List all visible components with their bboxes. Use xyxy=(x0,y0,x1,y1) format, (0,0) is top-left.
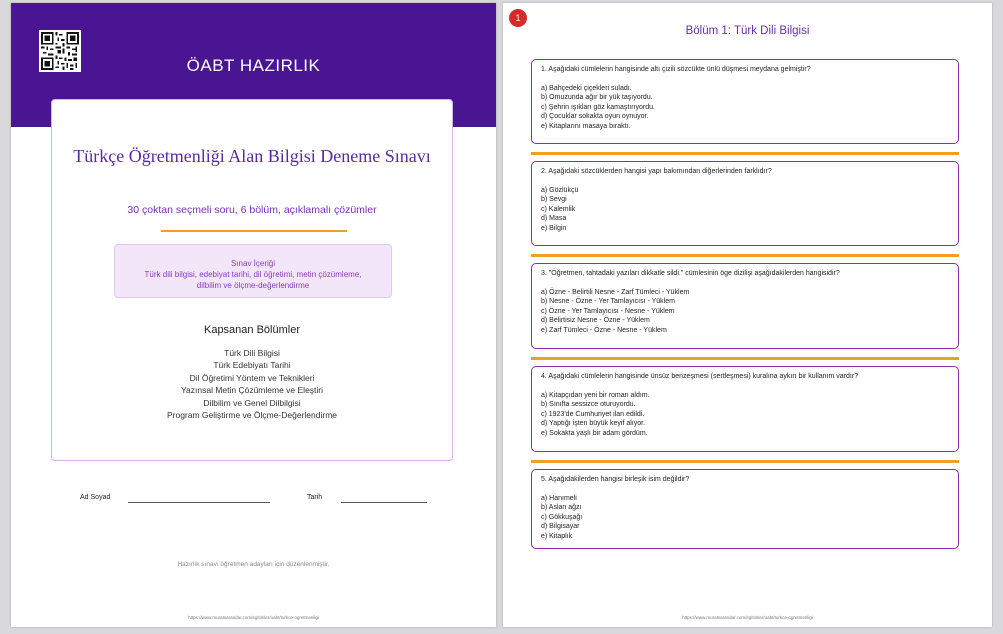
question-divider xyxy=(531,460,959,463)
answer-option[interactable]: d) Çocuklar sokakta oyun oynuyor. xyxy=(541,113,649,121)
question-card xyxy=(531,469,959,549)
question-divider xyxy=(531,254,959,257)
date-label: Tarih xyxy=(307,494,323,501)
answer-option[interactable]: e) Kitaplık xyxy=(541,532,573,540)
answer-option[interactable]: c) Kalemlik xyxy=(541,205,576,213)
answer-option[interactable]: d) Bilgisayar xyxy=(541,523,580,531)
answer-option[interactable]: d) Masa xyxy=(541,215,567,223)
answer-option[interactable]: b) Sınıfta sessizce oturuyordu. xyxy=(541,401,636,409)
section-item: Dilbilim ve Genel Dilbilgisi xyxy=(203,397,301,408)
answer-option[interactable]: c) Gökkuşağı xyxy=(541,513,583,521)
cover-footnote: Hazırlık sınavı öğretmen adayları için düzenlenmiştir. xyxy=(177,561,330,568)
question-text: 5. Aşağıdakilerden hangisi birleşik isim değildir? xyxy=(541,476,690,483)
footer-url: https://www.muratsarandar.com/egitimler/oabt/turkce-ogretmenligi xyxy=(682,615,813,620)
question-card xyxy=(531,263,959,349)
answer-option[interactable]: b) Sevgi xyxy=(541,196,567,204)
brand-title: ÖABT HAZIRLIK xyxy=(186,56,321,75)
answer-option[interactable]: c) Özne - Yer Tamlayıcısı - Nesne - Yüklem xyxy=(541,307,675,315)
question-text: 2. Aşağıdaki sözcüklerden hangisi yapı bakımından diğerlerinden farklıdır? xyxy=(541,168,772,175)
answer-option[interactable]: d) Yaptığı işten büyük keyif alıyor. xyxy=(541,420,646,428)
answer-option[interactable]: b) Omuzunda ağır bir yük taşıyordu. xyxy=(541,94,653,102)
sections-heading: Kapsanan Bölümler xyxy=(203,324,300,336)
section-title: Bölüm 1: Türk Dili Bilgisi xyxy=(685,25,810,37)
answer-option[interactable]: a) Gözlükçü xyxy=(541,186,579,194)
question-card xyxy=(531,59,959,144)
contents-body: Türk dili bilgisi, edebiyat tarihi, dil öğretimi, metin çözümleme, dilbilim ve ölçme-değerlendirme xyxy=(144,270,362,290)
answer-option[interactable]: a) Hanımeli xyxy=(541,494,577,502)
footer-url: https://www.muratsarandar.com/egitimler/oabt/turkce-ogretmenligi xyxy=(188,615,319,620)
answer-option[interactable]: d) Belirtisiz Nesne - Özne - Yüklem xyxy=(541,317,650,325)
answer-option[interactable]: c) Şehrin ışıkları göz kamaştırıyordu. xyxy=(541,103,655,111)
exam-subtitle: 30 çoktan seçmeli soru, 6 bölüm, açıklamalı çözümler xyxy=(127,204,377,216)
title-divider xyxy=(161,230,347,232)
answer-option[interactable]: e) Kitaplarını masaya bıraktı. xyxy=(541,122,631,130)
exam-contents-box xyxy=(114,244,392,298)
section-item: Program Geliştirme ve Ölçme-Değerlendirme xyxy=(166,410,338,421)
section-item: Yazınsal Metin Çözümleme ve Eleştiri xyxy=(180,385,324,396)
section-item: Türk Edebiyatı Tarihi xyxy=(213,360,291,371)
name-label: Ad Soyad xyxy=(80,494,111,501)
cover-card xyxy=(51,99,453,461)
question-card xyxy=(531,366,959,452)
answer-option[interactable]: b) Nesne - Özne - Yer Tamlayıcısı - Yüklem xyxy=(541,298,675,306)
page-number-badge[interactable]: 1 xyxy=(509,9,527,27)
answer-option[interactable]: e) Sokakta yaşlı bir adam gördüm. xyxy=(541,429,648,437)
cover-page xyxy=(11,3,496,627)
questions-page xyxy=(503,3,992,627)
section-item: Türk Dili Bilgisi xyxy=(224,348,280,358)
question-card xyxy=(531,161,959,246)
question-text: 3. "Öğretmen, tahtadaki yazıları dikkatle sildi." cümlesinin öge dizilişi aşağıdakilerden hangisidir? xyxy=(541,270,840,277)
answer-option[interactable]: a) Bahçedeki çiçekleri suladı. xyxy=(541,84,632,92)
question-divider xyxy=(531,357,959,360)
section-item: Dil Öğretimi Yöntem ve Teknikleri xyxy=(189,372,315,383)
question-text: 1. Aşağıdaki cümlelerin hangisinde altı çizili sözcükte ünlü düşmesi meydana gelmiştir? xyxy=(541,66,811,73)
answer-option[interactable]: a) Kitapçıdan yeni bir roman aldım. xyxy=(541,391,650,399)
question-text: 4. Aşağıdaki cümlelerin hangisinde ünsüz benzeşmesi (sertleşmesi) kuralına aykırı bir kullanım vardır? xyxy=(541,373,859,380)
answer-option[interactable]: c) 1923'de Cumhuriyet ilan edildi. xyxy=(541,410,645,418)
question-divider xyxy=(531,152,959,155)
answer-option[interactable]: e) Bilgin xyxy=(541,224,567,232)
exam-title: Türkçe Öğretmenliği Alan Bilgisi Deneme Sınavı xyxy=(73,146,431,166)
contents-heading: Sınav İçeriği xyxy=(230,259,276,268)
date-line xyxy=(341,502,427,503)
sections-list xyxy=(52,347,452,421)
name-line xyxy=(128,502,270,503)
answer-option[interactable]: b) Aslan ağzı xyxy=(541,504,582,512)
answer-option[interactable]: e) Zarf Tümleci - Özne - Nesne - Yüklem xyxy=(541,326,667,334)
answer-option[interactable]: a) Özne - Belirtili Nesne - Zarf Tümleci - Yüklem xyxy=(541,288,690,296)
